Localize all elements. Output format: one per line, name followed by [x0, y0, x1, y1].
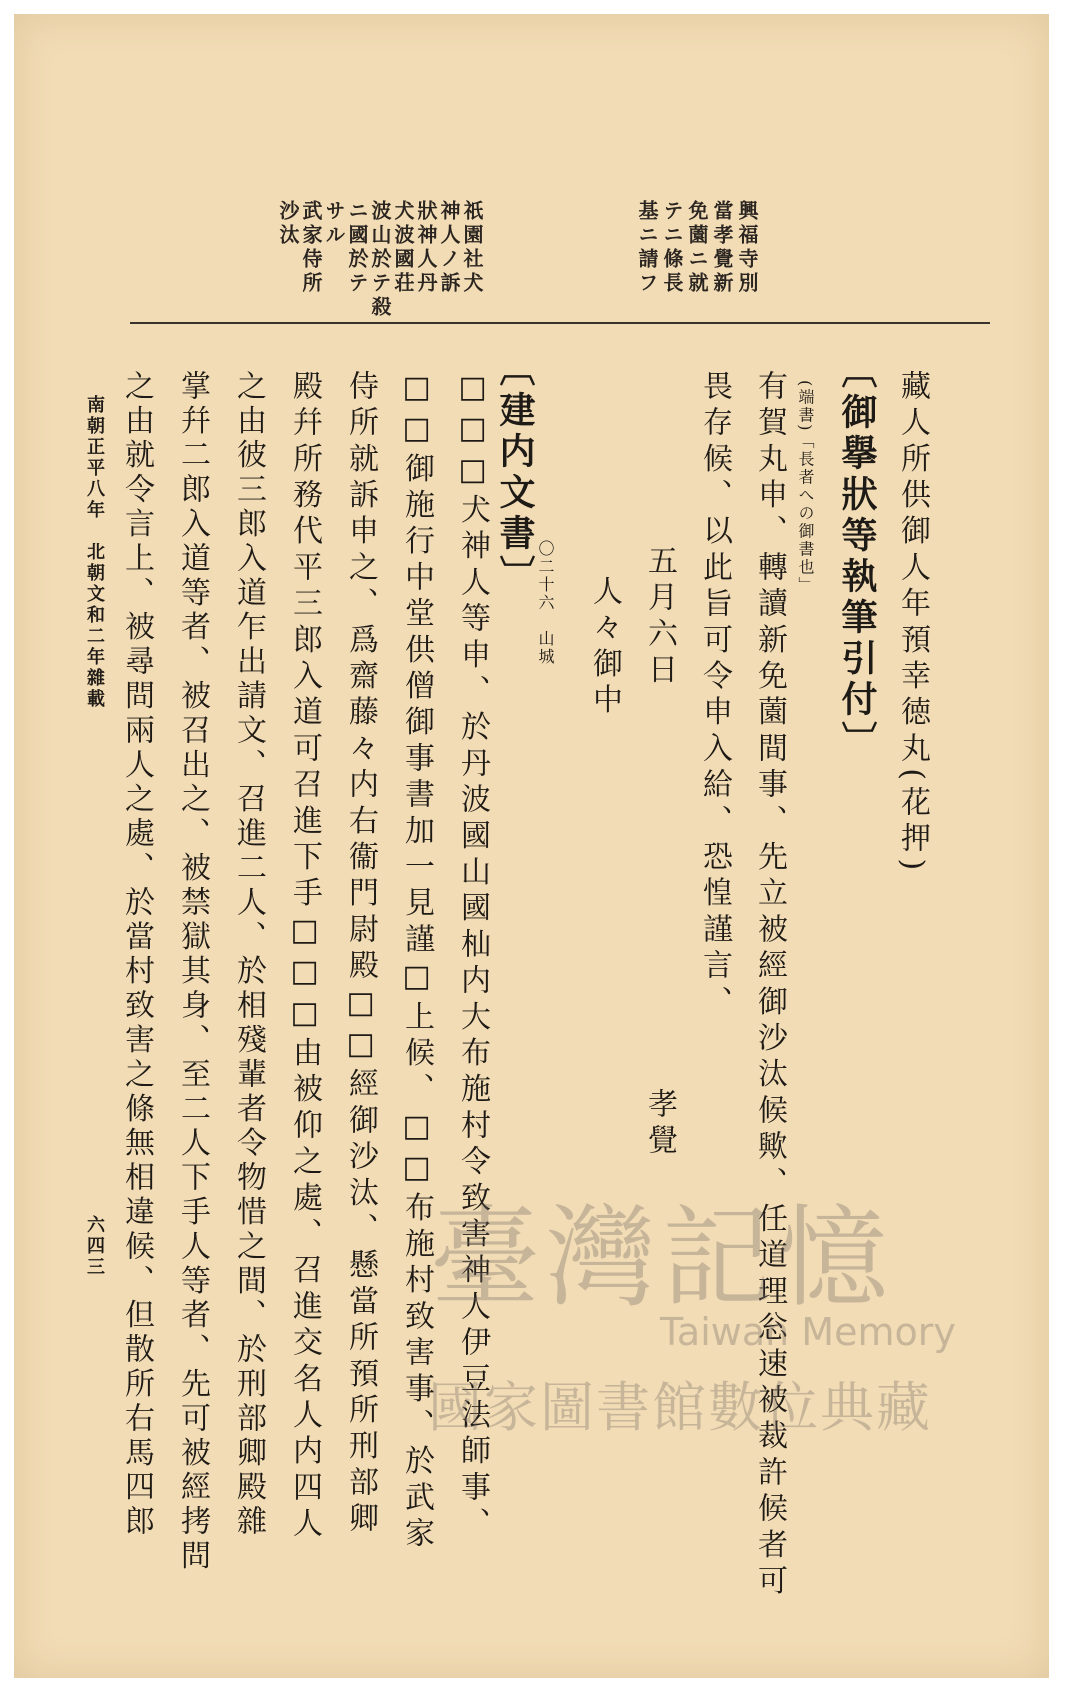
section-title-2: 〔建内文書〕 [494, 350, 536, 596]
footer-title: 南朝正平八年 北朝文和二年雜載 [84, 395, 105, 710]
head-note-right-5: 基ニ請フ [635, 200, 659, 296]
body-line-12: 之由就令言上、被尋問兩人之處、於當村致害之條無相違候、但散所右馬四郎 [119, 370, 154, 1540]
head-note-left-3: 狀神人丹 [414, 200, 438, 296]
head-note-left-4: 犬波國荘 [391, 200, 415, 296]
body-note-1: (端書)「長者への御書也」 [796, 380, 815, 595]
body-line-6: □□□犬神人等申、於丹波國山國杣内大布施村令致害神人伊豆法師事、 [455, 370, 490, 1544]
head-note-right-2: 當孝覺新 [710, 200, 734, 296]
body-line-10: 之由彼三郎入道乍出請文、召進二人、於相殘輩者令物惜之間、於刑部卿殿雜 [231, 370, 266, 1540]
body-note-2: 〇二十六 山城 [536, 540, 555, 666]
head-note-left-6: ニ國於テ [345, 200, 369, 296]
head-note-left-2: 神人ノ訴 [437, 200, 461, 296]
body-line-7: □□御施行中堂供僧御事書加一見謹□上候、□□布施村致害事、於武家 [399, 370, 434, 1554]
header-rule [130, 322, 990, 324]
body-line-9: 殿幷所務代平三郎入道可召進下手□□□由被仰之處、召進交名人内四人 [287, 370, 322, 1544]
head-note-right-4: テニ條長 [660, 200, 684, 296]
body-line-5: 人々御中 [587, 575, 622, 720]
body-line-8: 侍所就訴申之、爲齋藤々内右衞門尉殿□□經御沙汰、懸當所預所刑部卿 [343, 370, 378, 1539]
head-note-left-9: 沙汰 [276, 200, 300, 248]
head-note-left-8: 武家侍所 [299, 200, 323, 296]
section-title-1: 〔御擧狀等執筆引付〕 [836, 352, 878, 762]
body-line-4: 五月六日 孝覺 [642, 545, 677, 1161]
body-line-2: 有賀丸申、轉讀新免薗間事、先立被經御沙汰候歟、任道理忩速被裁許候者可 [752, 370, 787, 1601]
head-note-left-5: 波山於テ殺 [368, 200, 392, 320]
head-note-left-1: 祇園社犬 [460, 200, 484, 296]
watermark-english: Taiwan Memory [660, 1310, 956, 1354]
watermark-logo-text: 臺灣記憶 [430, 1194, 894, 1322]
watermark-institution: 國家圖書館數位典藏 [428, 1376, 932, 1439]
body-line-1: 藏人所供御人年預幸徳丸(花押) [895, 370, 930, 877]
body-line-11: 掌幷二郎入道等者、被召出之、被禁獄其身、至二人下手人等者、先可被經拷問 [175, 370, 210, 1574]
head-note-right-1: 興福寺別 [735, 200, 759, 296]
head-note-left-7: サル [322, 200, 346, 248]
body-line-3: 畏存候、以此旨可令申入給、恐惶謹言、 [697, 370, 732, 1022]
head-note-right-3: 免薗ニ就 [685, 200, 709, 296]
page-number: 六四三 [84, 1215, 105, 1278]
